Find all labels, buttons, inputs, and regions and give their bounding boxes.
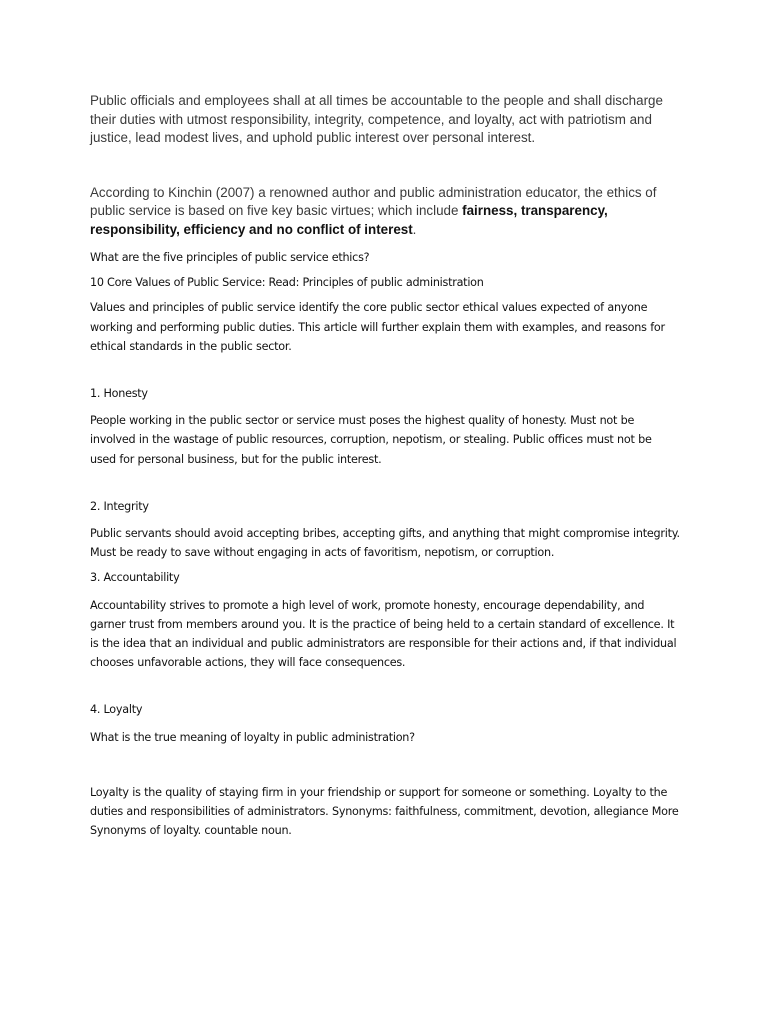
intro-paragraph-kinchin xyxy=(90,184,680,240)
kinchin-end-text: . xyxy=(412,221,417,237)
core-values-paragraph: Values and principles of public service identify the core public sector ethical values expected of anyone working and performing public duties. This article will further explain them with examples, and reasons for ethical standards in the public sector. xyxy=(90,301,665,353)
intro-paragraph-accountability: Public officials and employees shall at all times be accountable to the people and shall discharge their duties with utmost responsibility, integrity, competence, and loyalty, act with patriotism and justice, lead modest lives, and uphold public interest over personal interest. xyxy=(90,93,663,145)
section-heading-accountability: 3. Accountability xyxy=(90,571,180,585)
loyalty-paragraph: Loyalty is the quality of staying firm in your friendship or support for someone or something. Loyalty to the duties and responsibilities of administrators. Synonyms: faithfulness, commitment, devotion, allegiance More Synonyms of loyalty. countable noun. xyxy=(90,785,679,838)
accountability-paragraph: Accountability strives to promote a high level of work, promote honesty, encourage dependability, and garner trust from members around you. It is the practice of being held to a certain standard of excellence. It is the idea that an individual and public administrators are responsible for their actions and, if that individual chooses unfavorable actions, they will face consequences. xyxy=(90,598,677,670)
kinchin-lead-text: According to Kinchin (2007) a renowned author and public administration educator, the ethics of public service is based on five key basic virtues; which include xyxy=(90,184,657,218)
integrity-paragraph: Public servants should avoid accepting bribes, accepting gifts, and anything that might compromise integrity. Must be ready to save without engaging in acts of favoritism, nepotism, or corruption. xyxy=(90,527,680,560)
section-heading-integrity: 2. Integrity xyxy=(90,499,149,513)
section-heading-loyalty: 4. Loyalty xyxy=(90,703,143,717)
loyalty-question: What is the true meaning of loyalty in public administration? xyxy=(90,730,415,744)
five-virtues-bold: fairness, transparency, responsibility, efficiency and no conflict of interest xyxy=(90,203,608,237)
section-heading-honesty: 1. Honesty xyxy=(90,387,148,401)
question-five-principles: What are the five principles of public service ethics? xyxy=(90,251,370,264)
core-values-title: 10 Core Values of Public Service: Read: Principles of public administration xyxy=(90,276,484,290)
honesty-paragraph: People working in the public sector or service must poses the highest quality of honesty. Must not be involved in the wastage of public resources, corruption, nepotism, or stealing. Public offices must not be used for personal business, but for the public interest. xyxy=(90,414,652,466)
document-page xyxy=(90,92,680,840)
